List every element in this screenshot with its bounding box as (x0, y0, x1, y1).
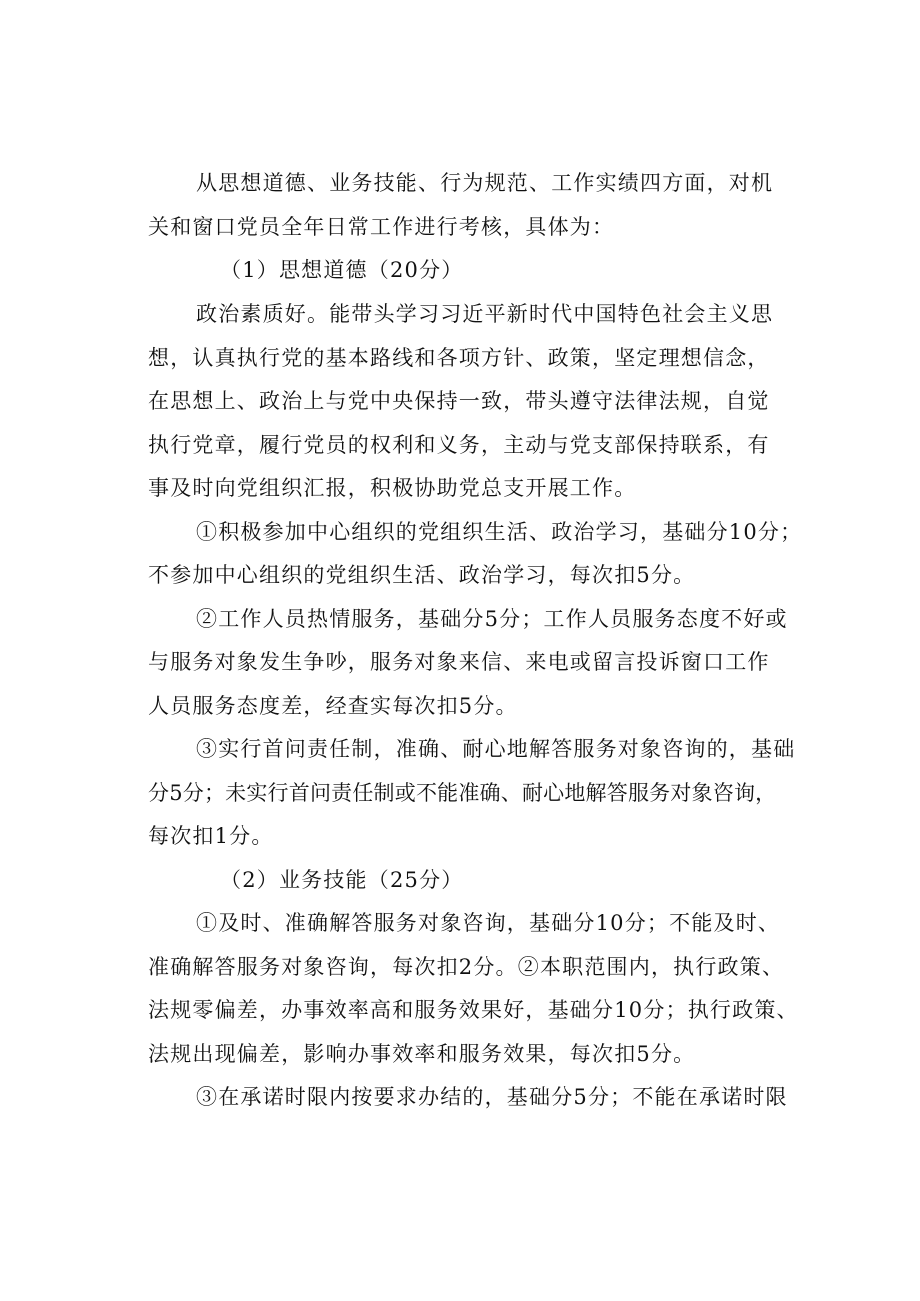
section-2-item-1-line-2: 准确解答服务对象咨询，每次扣2分。②本职范围内，执行政策、 (148, 955, 785, 979)
section-1-item-2-line-2: 与服务对象发生争吵，服务对象来信、来电或留言投诉窗口工作 (148, 650, 770, 674)
section-1-item-3-line-3: 每次扣1分。 (148, 824, 274, 848)
section-1-item-3-line-1: ③实行首问责任制，准确、耐心地解答服务对象咨询的，基础 (196, 737, 796, 761)
section-2-item-1-line-3: 法规零偏差，办事效率高和服务效果好，基础分10分；执行政策、 (148, 998, 799, 1022)
section-1-item-1-line-1: ①积极参加中心组织的党组织生活、政治学习，基础分10分； (196, 520, 803, 544)
section-2-heading: （2）业务技能（25分） (220, 868, 464, 892)
section-1-paragraph-line-4: 执行党章，履行党员的权利和义务，主动与党支部保持联系，有 (148, 433, 770, 457)
section-1-paragraph-line-1: 政治素质好。能带头学习习近平新时代中国特色社会主义思 (196, 302, 774, 326)
section-1-paragraph-line-3: 在思想上、政治上与党中央保持一致，带头遵守法律法规，自觉 (148, 389, 770, 413)
section-2-item-1-line-4: 法规出现偏差，影响办事效率和服务效果，每次扣5分。 (148, 1042, 696, 1066)
intro-line-1: 从思想道德、业务技能、行为规范、工作实绩四方面，对机 (196, 171, 774, 195)
section-1-heading: （1）思想道德（20分） (220, 258, 464, 282)
section-1-paragraph-line-2: 想，认真执行党的基本路线和各项方针、政策，坚定理想信念， (148, 346, 770, 370)
section-1-item-2-line-3: 人员服务态度差，经查实每次扣5分。 (148, 694, 518, 718)
section-2-item-1-line-1: ①及时、准确解答服务对象咨询，基础分10分；不能及时、 (196, 911, 781, 935)
section-1-paragraph-line-5: 事及时向党组织汇报，积极协助党总支开展工作。 (148, 476, 637, 500)
section-1-item-1-line-2: 不参加中心组织的党组织生活、政治学习，每次扣5分。 (148, 563, 696, 587)
section-1-item-2-line-1: ②工作人员热情服务，基础分5分；工作人员服务态度不好或 (196, 607, 788, 631)
section-1-item-3-line-2: 分5分；未实行首问责任制或不能准确、耐心地解答服务对象咨询， (148, 781, 777, 805)
intro-line-2: 关和窗口党员全年日常工作进行考核，具体为： (148, 215, 615, 239)
section-2-item-3-line-1: ③在承诺时限内按要求办结的，基础分5分；不能在承诺时限 (196, 1085, 788, 1109)
